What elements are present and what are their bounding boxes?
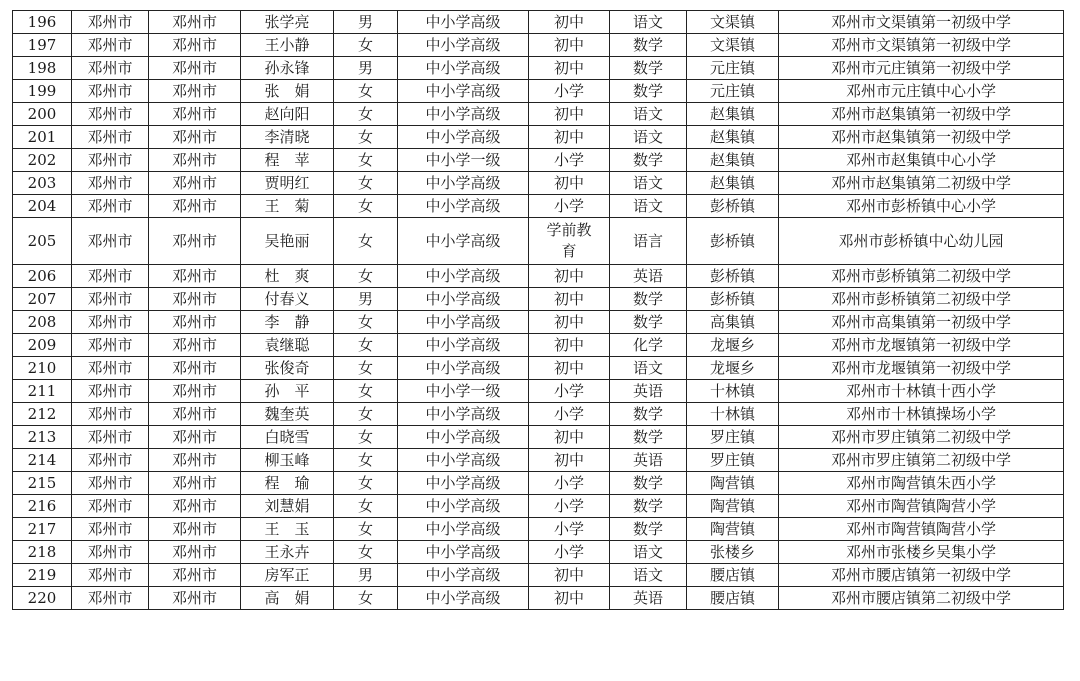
subject-cell: 数学 — [610, 518, 687, 541]
school-level-cell: 初中 — [529, 564, 610, 587]
city-cell: 邓州市 — [72, 80, 149, 103]
gender-cell: 女 — [334, 311, 398, 334]
county-cell: 邓州市 — [149, 288, 241, 311]
school-level-cell: 小学 — [529, 518, 610, 541]
roster-body — [13, 11, 1064, 610]
county-cell: 邓州市 — [149, 172, 241, 195]
name-cell: 程 苹 — [241, 149, 334, 172]
subject-cell: 数学 — [610, 149, 687, 172]
subject-cell: 数学 — [610, 495, 687, 518]
subject-cell: 数学 — [610, 34, 687, 57]
gender-cell: 女 — [334, 357, 398, 380]
subject-cell: 语文 — [610, 357, 687, 380]
city-cell: 邓州市 — [72, 357, 149, 380]
table-row — [13, 587, 1064, 610]
row-number-cell: 206 — [13, 265, 72, 288]
school-level-cell: 小学 — [529, 495, 610, 518]
gender-cell: 女 — [334, 265, 398, 288]
name-cell: 王 菊 — [241, 195, 334, 218]
county-cell: 邓州市 — [149, 587, 241, 610]
gender-cell: 女 — [334, 518, 398, 541]
name-cell: 杜 爽 — [241, 265, 334, 288]
subject-cell: 英语 — [610, 449, 687, 472]
school-level-cell: 小学 — [529, 149, 610, 172]
township-cell: 彭桥镇 — [687, 288, 779, 311]
table-row — [13, 357, 1064, 380]
table-row — [13, 403, 1064, 426]
township-cell: 赵集镇 — [687, 172, 779, 195]
gender-cell: 男 — [334, 57, 398, 80]
name-cell: 王永卉 — [241, 541, 334, 564]
city-cell: 邓州市 — [72, 380, 149, 403]
school-level-cell: 初中 — [529, 357, 610, 380]
subject-cell: 数学 — [610, 311, 687, 334]
row-number-cell: 212 — [13, 403, 72, 426]
school-cell: 邓州市高集镇第一初级中学 — [779, 311, 1064, 334]
township-cell: 腰店镇 — [687, 564, 779, 587]
table-row — [13, 311, 1064, 334]
city-cell: 邓州市 — [72, 426, 149, 449]
gender-cell: 女 — [334, 126, 398, 149]
gender-cell: 男 — [334, 11, 398, 34]
school-cell: 邓州市彭桥镇中心小学 — [779, 195, 1064, 218]
township-cell: 龙堰乡 — [687, 334, 779, 357]
gender-cell: 女 — [334, 495, 398, 518]
table-row — [13, 472, 1064, 495]
school-cell: 邓州市龙堰镇第一初级中学 — [779, 334, 1064, 357]
table-row — [13, 495, 1064, 518]
title-cell: 中小学高级 — [398, 541, 529, 564]
table-row — [13, 564, 1064, 587]
title-cell: 中小学高级 — [398, 11, 529, 34]
township-cell: 陶营镇 — [687, 495, 779, 518]
school-level-cell: 初中 — [529, 172, 610, 195]
school-cell: 邓州市元庄镇第一初级中学 — [779, 57, 1064, 80]
county-cell: 邓州市 — [149, 472, 241, 495]
title-cell: 中小学高级 — [398, 103, 529, 126]
title-cell: 中小学高级 — [398, 495, 529, 518]
city-cell: 邓州市 — [72, 403, 149, 426]
city-cell: 邓州市 — [72, 149, 149, 172]
school-cell: 邓州市陶营镇朱西小学 — [779, 472, 1064, 495]
subject-cell: 英语 — [610, 265, 687, 288]
county-cell: 邓州市 — [149, 265, 241, 288]
gender-cell: 女 — [334, 334, 398, 357]
school-cell: 邓州市文渠镇第一初级中学 — [779, 11, 1064, 34]
row-number-cell: 214 — [13, 449, 72, 472]
subject-cell: 语文 — [610, 195, 687, 218]
township-cell: 张楼乡 — [687, 541, 779, 564]
row-number-cell: 201 — [13, 126, 72, 149]
table-row — [13, 172, 1064, 195]
township-cell: 十林镇 — [687, 403, 779, 426]
table-row — [13, 103, 1064, 126]
row-number-cell: 208 — [13, 311, 72, 334]
school-cell: 邓州市赵集镇中心小学 — [779, 149, 1064, 172]
school-level-cell: 小学 — [529, 380, 610, 403]
school-level-cell: 初中 — [529, 334, 610, 357]
subject-cell: 语言 — [610, 218, 687, 265]
city-cell: 邓州市 — [72, 172, 149, 195]
name-cell: 付春义 — [241, 288, 334, 311]
gender-cell: 女 — [334, 472, 398, 495]
township-cell: 文渠镇 — [687, 34, 779, 57]
school-cell: 邓州市罗庄镇第二初级中学 — [779, 426, 1064, 449]
school-cell: 邓州市陶营镇陶营小学 — [779, 518, 1064, 541]
row-number-cell: 205 — [13, 218, 72, 265]
township-cell: 彭桥镇 — [687, 218, 779, 265]
title-cell: 中小学高级 — [398, 403, 529, 426]
subject-cell: 数学 — [610, 288, 687, 311]
city-cell: 邓州市 — [72, 587, 149, 610]
township-cell: 高集镇 — [687, 311, 779, 334]
row-number-cell: 203 — [13, 172, 72, 195]
name-cell: 王小静 — [241, 34, 334, 57]
title-cell: 中小学高级 — [398, 564, 529, 587]
gender-cell: 女 — [334, 587, 398, 610]
title-cell: 中小学高级 — [398, 472, 529, 495]
name-cell: 刘慧娟 — [241, 495, 334, 518]
city-cell: 邓州市 — [72, 518, 149, 541]
name-cell: 张 娟 — [241, 80, 334, 103]
gender-cell: 女 — [334, 172, 398, 195]
table-row — [13, 11, 1064, 34]
row-number-cell: 213 — [13, 426, 72, 449]
row-number-cell: 219 — [13, 564, 72, 587]
name-cell: 吴艳丽 — [241, 218, 334, 265]
school-level-cell: 学前教 育 — [529, 218, 610, 265]
gender-cell: 女 — [334, 426, 398, 449]
subject-cell: 语文 — [610, 541, 687, 564]
school-cell: 邓州市腰店镇第一初级中学 — [779, 564, 1064, 587]
county-cell: 邓州市 — [149, 149, 241, 172]
school-cell: 邓州市十林镇操场小学 — [779, 403, 1064, 426]
subject-cell: 英语 — [610, 587, 687, 610]
name-cell: 程 瑜 — [241, 472, 334, 495]
city-cell: 邓州市 — [72, 288, 149, 311]
row-number-cell: 197 — [13, 34, 72, 57]
township-cell: 十林镇 — [687, 380, 779, 403]
table-row — [13, 80, 1064, 103]
table-row — [13, 57, 1064, 80]
title-cell: 中小学高级 — [398, 426, 529, 449]
township-cell: 彭桥镇 — [687, 265, 779, 288]
title-cell: 中小学高级 — [398, 449, 529, 472]
row-number-cell: 200 — [13, 103, 72, 126]
school-cell: 邓州市赵集镇第二初级中学 — [779, 172, 1064, 195]
township-cell: 赵集镇 — [687, 126, 779, 149]
row-number-cell: 215 — [13, 472, 72, 495]
name-cell: 张学亮 — [241, 11, 334, 34]
name-cell: 魏奎英 — [241, 403, 334, 426]
subject-cell: 语文 — [610, 564, 687, 587]
gender-cell: 男 — [334, 564, 398, 587]
county-cell: 邓州市 — [149, 126, 241, 149]
school-cell: 邓州市张楼乡吴集小学 — [779, 541, 1064, 564]
township-cell: 罗庄镇 — [687, 426, 779, 449]
city-cell: 邓州市 — [72, 218, 149, 265]
row-number-cell: 211 — [13, 380, 72, 403]
row-number-cell: 218 — [13, 541, 72, 564]
school-cell: 邓州市陶营镇陶营小学 — [779, 495, 1064, 518]
row-number-cell: 216 — [13, 495, 72, 518]
county-cell: 邓州市 — [149, 57, 241, 80]
school-cell: 邓州市元庄镇中心小学 — [779, 80, 1064, 103]
gender-cell: 女 — [334, 149, 398, 172]
gender-cell: 女 — [334, 449, 398, 472]
city-cell: 邓州市 — [72, 265, 149, 288]
city-cell: 邓州市 — [72, 495, 149, 518]
township-cell: 赵集镇 — [687, 103, 779, 126]
county-cell: 邓州市 — [149, 495, 241, 518]
row-number-cell: 204 — [13, 195, 72, 218]
table-row — [13, 380, 1064, 403]
county-cell: 邓州市 — [149, 426, 241, 449]
county-cell: 邓州市 — [149, 357, 241, 380]
name-cell: 李 静 — [241, 311, 334, 334]
title-cell: 中小学高级 — [398, 311, 529, 334]
subject-cell: 数学 — [610, 472, 687, 495]
row-number-cell: 217 — [13, 518, 72, 541]
table-row — [13, 126, 1064, 149]
city-cell: 邓州市 — [72, 564, 149, 587]
school-cell: 邓州市龙堰镇第一初级中学 — [779, 357, 1064, 380]
school-level-cell: 初中 — [529, 311, 610, 334]
title-cell: 中小学高级 — [398, 80, 529, 103]
title-cell: 中小学高级 — [398, 265, 529, 288]
school-cell: 邓州市十林镇十西小学 — [779, 380, 1064, 403]
name-cell: 张俊奇 — [241, 357, 334, 380]
city-cell: 邓州市 — [72, 472, 149, 495]
city-cell: 邓州市 — [72, 449, 149, 472]
school-cell: 邓州市赵集镇第一初级中学 — [779, 126, 1064, 149]
county-cell: 邓州市 — [149, 80, 241, 103]
gender-cell: 女 — [334, 34, 398, 57]
city-cell: 邓州市 — [72, 541, 149, 564]
school-cell: 邓州市彭桥镇中心幼儿园 — [779, 218, 1064, 265]
county-cell: 邓州市 — [149, 380, 241, 403]
county-cell: 邓州市 — [149, 103, 241, 126]
city-cell: 邓州市 — [72, 311, 149, 334]
city-cell: 邓州市 — [72, 34, 149, 57]
township-cell: 文渠镇 — [687, 11, 779, 34]
gender-cell: 女 — [334, 195, 398, 218]
school-cell: 邓州市文渠镇第一初级中学 — [779, 34, 1064, 57]
title-cell: 中小学高级 — [398, 126, 529, 149]
gender-cell: 男 — [334, 288, 398, 311]
subject-cell: 数学 — [610, 80, 687, 103]
title-cell: 中小学一级 — [398, 380, 529, 403]
subject-cell: 语文 — [610, 103, 687, 126]
row-number-cell: 202 — [13, 149, 72, 172]
table-row — [13, 218, 1064, 265]
title-cell: 中小学高级 — [398, 34, 529, 57]
city-cell: 邓州市 — [72, 11, 149, 34]
county-cell: 邓州市 — [149, 311, 241, 334]
school-level-cell: 小学 — [529, 541, 610, 564]
title-cell: 中小学高级 — [398, 195, 529, 218]
county-cell: 邓州市 — [149, 334, 241, 357]
subject-cell: 英语 — [610, 380, 687, 403]
school-level-cell: 初中 — [529, 426, 610, 449]
county-cell: 邓州市 — [149, 449, 241, 472]
school-cell: 邓州市彭桥镇第二初级中学 — [779, 288, 1064, 311]
school-cell: 邓州市彭桥镇第二初级中学 — [779, 265, 1064, 288]
table-row — [13, 518, 1064, 541]
subject-cell: 数学 — [610, 57, 687, 80]
table-row — [13, 541, 1064, 564]
city-cell: 邓州市 — [72, 126, 149, 149]
gender-cell: 女 — [334, 103, 398, 126]
county-cell: 邓州市 — [149, 218, 241, 265]
school-level-cell: 初中 — [529, 265, 610, 288]
school-level-cell: 初中 — [529, 34, 610, 57]
gender-cell: 女 — [334, 403, 398, 426]
name-cell: 王 玉 — [241, 518, 334, 541]
subject-cell: 语文 — [610, 126, 687, 149]
township-cell: 彭桥镇 — [687, 195, 779, 218]
title-cell: 中小学高级 — [398, 218, 529, 265]
row-number-cell: 210 — [13, 357, 72, 380]
row-number-cell: 207 — [13, 288, 72, 311]
subject-cell: 语文 — [610, 11, 687, 34]
table-row — [13, 34, 1064, 57]
subject-cell: 数学 — [610, 403, 687, 426]
city-cell: 邓州市 — [72, 103, 149, 126]
row-number-cell: 199 — [13, 80, 72, 103]
township-cell: 龙堰乡 — [687, 357, 779, 380]
subject-cell: 化学 — [610, 334, 687, 357]
school-level-cell: 小学 — [529, 403, 610, 426]
roster-table — [12, 10, 1064, 610]
school-level-cell: 小学 — [529, 195, 610, 218]
gender-cell: 女 — [334, 541, 398, 564]
school-cell: 邓州市罗庄镇第二初级中学 — [779, 449, 1064, 472]
gender-cell: 女 — [334, 380, 398, 403]
township-cell: 元庄镇 — [687, 80, 779, 103]
school-level-cell: 初中 — [529, 288, 610, 311]
name-cell: 袁继聪 — [241, 334, 334, 357]
school-level-cell: 初中 — [529, 57, 610, 80]
school-level-cell: 小学 — [529, 80, 610, 103]
subject-cell: 语文 — [610, 172, 687, 195]
township-cell: 元庄镇 — [687, 57, 779, 80]
county-cell: 邓州市 — [149, 403, 241, 426]
county-cell: 邓州市 — [149, 11, 241, 34]
school-level-cell: 初中 — [529, 587, 610, 610]
name-cell: 柳玉峰 — [241, 449, 334, 472]
title-cell: 中小学高级 — [398, 288, 529, 311]
gender-cell: 女 — [334, 80, 398, 103]
title-cell: 中小学高级 — [398, 334, 529, 357]
title-cell: 中小学高级 — [398, 57, 529, 80]
name-cell: 孙 平 — [241, 380, 334, 403]
school-cell: 邓州市腰店镇第二初级中学 — [779, 587, 1064, 610]
table-row — [13, 449, 1064, 472]
city-cell: 邓州市 — [72, 334, 149, 357]
city-cell: 邓州市 — [72, 195, 149, 218]
name-cell: 孙永锋 — [241, 57, 334, 80]
name-cell: 李清晓 — [241, 126, 334, 149]
gender-cell: 女 — [334, 218, 398, 265]
school-cell: 邓州市赵集镇第一初级中学 — [779, 103, 1064, 126]
county-cell: 邓州市 — [149, 518, 241, 541]
county-cell: 邓州市 — [149, 564, 241, 587]
table-row — [13, 195, 1064, 218]
name-cell: 贾明红 — [241, 172, 334, 195]
table-row — [13, 288, 1064, 311]
table-row — [13, 149, 1064, 172]
name-cell: 高 娟 — [241, 587, 334, 610]
city-cell: 邓州市 — [72, 57, 149, 80]
township-cell: 罗庄镇 — [687, 449, 779, 472]
name-cell: 赵向阳 — [241, 103, 334, 126]
subject-cell: 数学 — [610, 426, 687, 449]
table-row — [13, 426, 1064, 449]
row-number-cell: 198 — [13, 57, 72, 80]
title-cell: 中小学高级 — [398, 587, 529, 610]
title-cell: 中小学一级 — [398, 149, 529, 172]
school-level-cell: 小学 — [529, 472, 610, 495]
name-cell: 白晓雪 — [241, 426, 334, 449]
township-cell: 赵集镇 — [687, 149, 779, 172]
county-cell: 邓州市 — [149, 34, 241, 57]
school-level-cell: 初中 — [529, 126, 610, 149]
row-number-cell: 196 — [13, 11, 72, 34]
title-cell: 中小学高级 — [398, 518, 529, 541]
school-level-cell: 初中 — [529, 103, 610, 126]
table-row — [13, 265, 1064, 288]
school-level-cell: 初中 — [529, 449, 610, 472]
township-cell: 腰店镇 — [687, 587, 779, 610]
row-number-cell: 209 — [13, 334, 72, 357]
school-level-cell: 初中 — [529, 11, 610, 34]
row-number-cell: 220 — [13, 587, 72, 610]
name-cell: 房军正 — [241, 564, 334, 587]
county-cell: 邓州市 — [149, 541, 241, 564]
township-cell: 陶营镇 — [687, 518, 779, 541]
title-cell: 中小学高级 — [398, 357, 529, 380]
county-cell: 邓州市 — [149, 195, 241, 218]
township-cell: 陶营镇 — [687, 472, 779, 495]
title-cell: 中小学高级 — [398, 172, 529, 195]
table-row — [13, 334, 1064, 357]
